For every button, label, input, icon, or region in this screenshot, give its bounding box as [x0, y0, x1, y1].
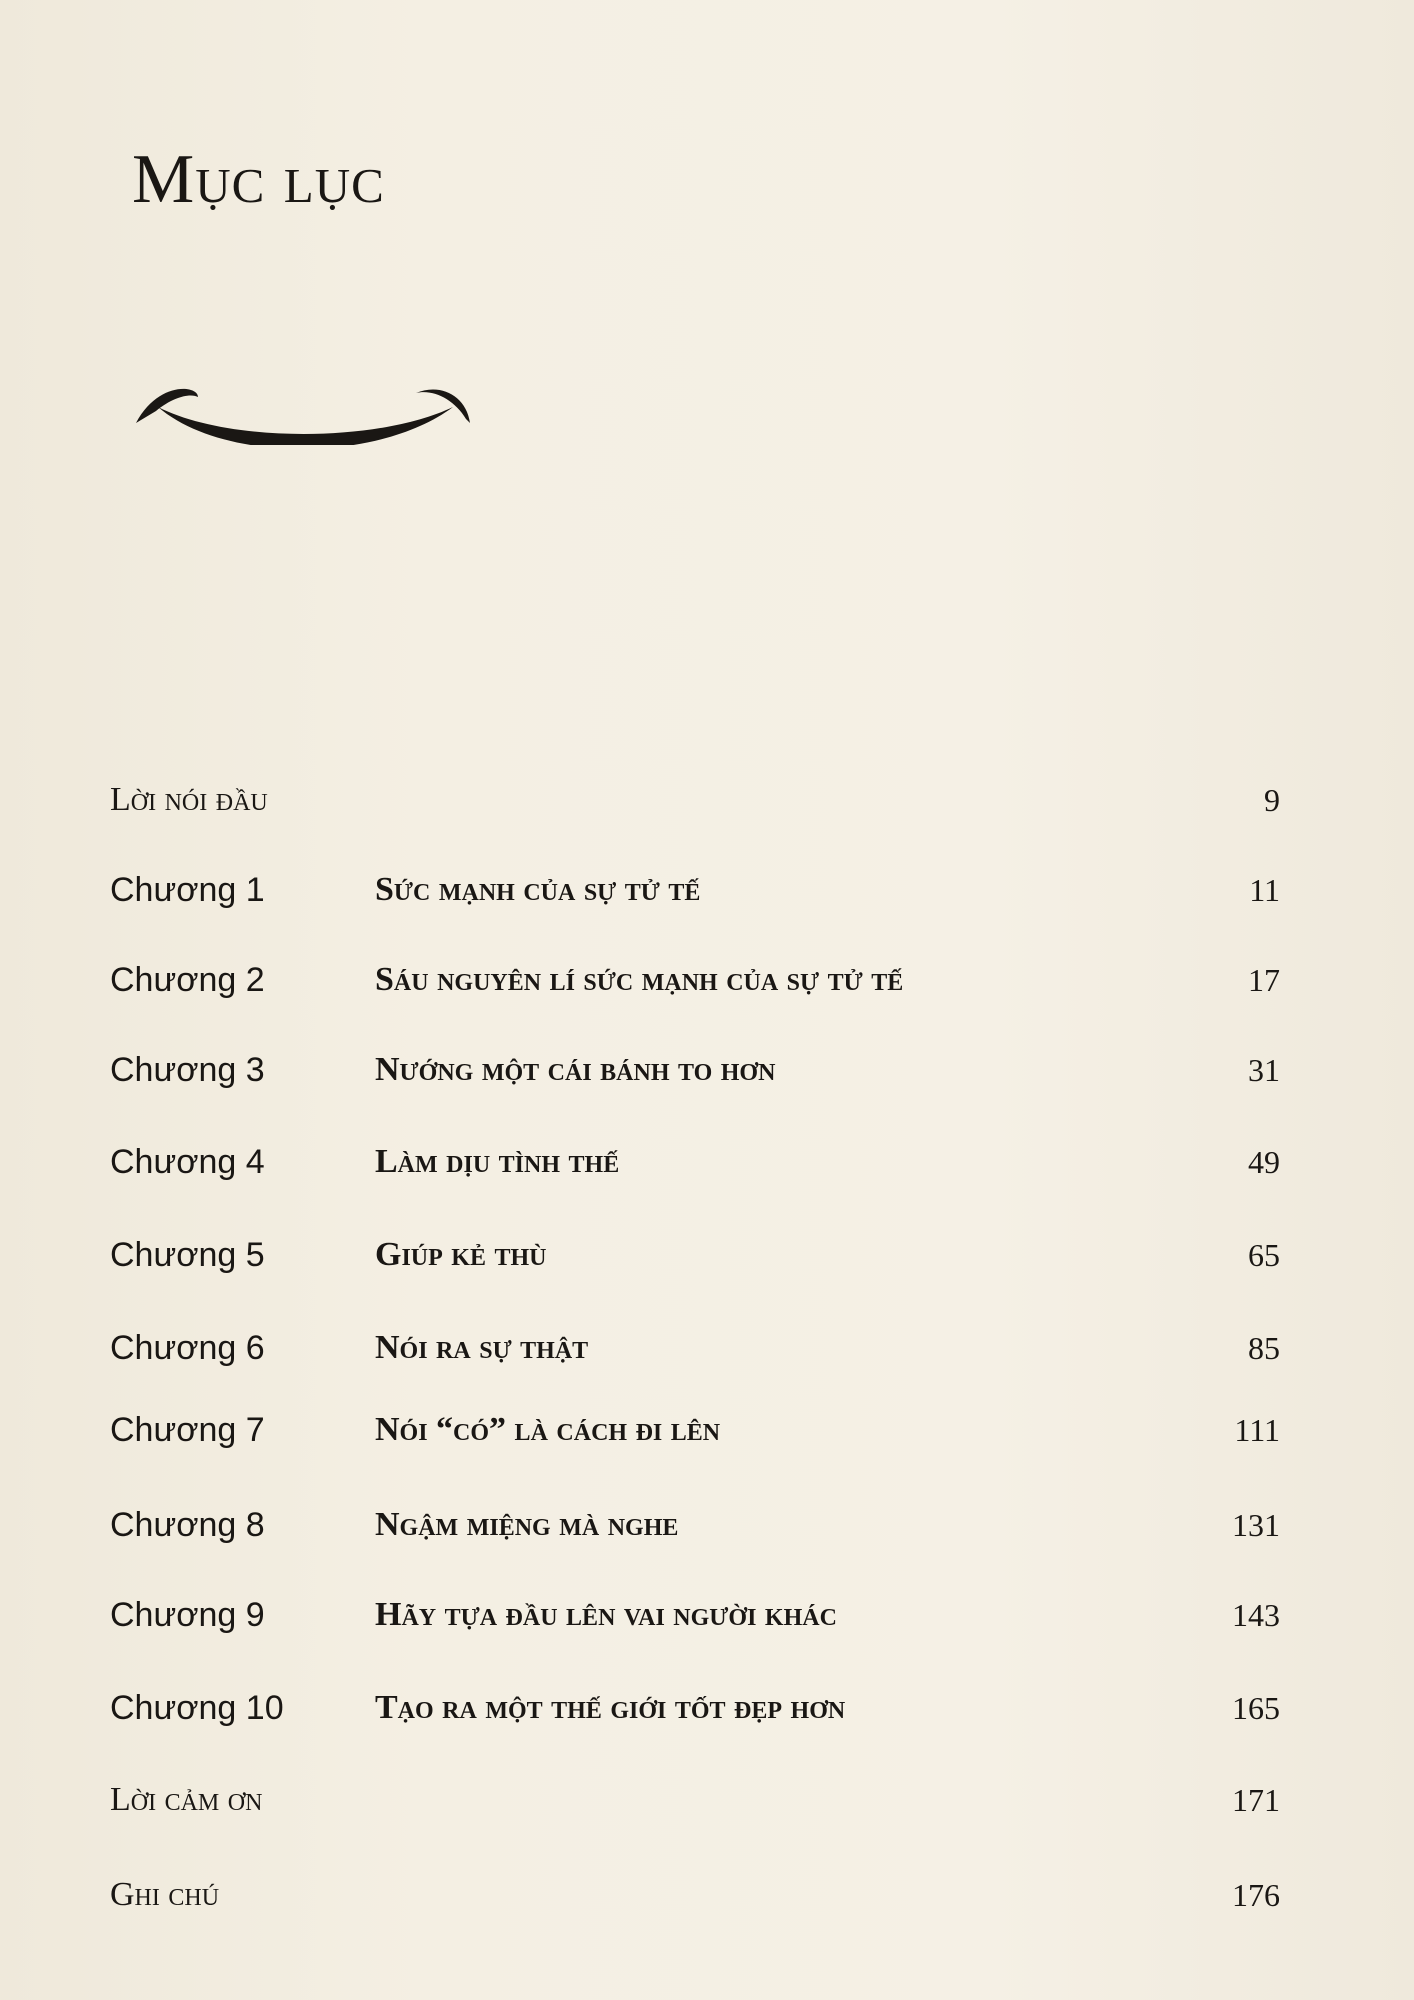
section-name: Lời nói đầu — [110, 781, 268, 818]
toc-entry — [110, 1318, 1280, 1378]
page-number: 85 — [1248, 1329, 1280, 1366]
page-number: 143 — [1232, 1596, 1280, 1633]
toc-entry — [110, 1678, 1280, 1738]
chapter-title: Nướng một cái bánh to hơn — [375, 1051, 776, 1088]
chapter-title: Tạo ra một thế giới tốt đẹp hơn — [375, 1689, 846, 1726]
chapter-number: Chương 6 — [110, 1328, 265, 1367]
page-number: 111 — [1234, 1411, 1280, 1448]
chapter-title: Làm dịu tình thế — [375, 1143, 620, 1180]
toc-entry — [110, 1225, 1280, 1285]
page-number: 65 — [1248, 1236, 1280, 1273]
page-number: 165 — [1232, 1689, 1280, 1726]
toc-entry — [110, 1040, 1280, 1100]
chapter-title: Sáu nguyên lí sức mạnh của sự tử tế — [375, 961, 904, 998]
chapter-title: Sức mạnh của sự tử tế — [375, 871, 701, 908]
chapter-number: Chương 1 — [110, 870, 265, 909]
section-name: Ghi chú — [110, 1876, 220, 1913]
page-number: 11 — [1249, 871, 1280, 908]
chapter-title: Giúp kẻ thù — [375, 1236, 547, 1273]
smile-swash-icon — [128, 345, 478, 445]
chapter-number: Chương 4 — [110, 1142, 265, 1181]
page-number: 49 — [1248, 1143, 1280, 1180]
chapter-title: Nói ra sự thật — [375, 1329, 589, 1366]
page-number: 171 — [1232, 1781, 1280, 1818]
page-title: Mục lục — [132, 141, 385, 218]
toc-entry — [110, 1495, 1280, 1555]
toc-entry — [110, 1770, 1280, 1830]
page-number: 9 — [1264, 781, 1280, 818]
toc-entry — [110, 1132, 1280, 1192]
chapter-number: Chương 3 — [110, 1050, 265, 1089]
chapter-title: Nói “có” là cách đi lên — [375, 1411, 721, 1448]
section-name: Lời cảm ơn — [110, 1781, 263, 1818]
page-number: 131 — [1232, 1506, 1280, 1543]
chapter-number: Chương 10 — [110, 1688, 284, 1727]
chapter-number: Chương 7 — [110, 1410, 265, 1449]
chapter-number: Chương 9 — [110, 1595, 265, 1634]
toc-entry — [110, 860, 1280, 920]
toc-entry — [110, 770, 1280, 830]
chapter-number: Chương 5 — [110, 1235, 265, 1274]
toc-entry — [110, 1585, 1280, 1645]
chapter-title: Ngậm miệng mà nghe — [375, 1506, 679, 1543]
toc-entry — [110, 1400, 1280, 1460]
chapter-number: Chương 8 — [110, 1505, 265, 1544]
page-number: 176 — [1232, 1876, 1280, 1913]
chapter-number: Chương 2 — [110, 960, 265, 999]
page-number: 31 — [1248, 1051, 1280, 1088]
page-number: 17 — [1248, 961, 1280, 998]
toc-entry — [110, 1865, 1280, 1925]
chapter-title: Hãy tựa đầu lên vai người khác — [375, 1596, 837, 1633]
toc-entry — [110, 950, 1280, 1010]
